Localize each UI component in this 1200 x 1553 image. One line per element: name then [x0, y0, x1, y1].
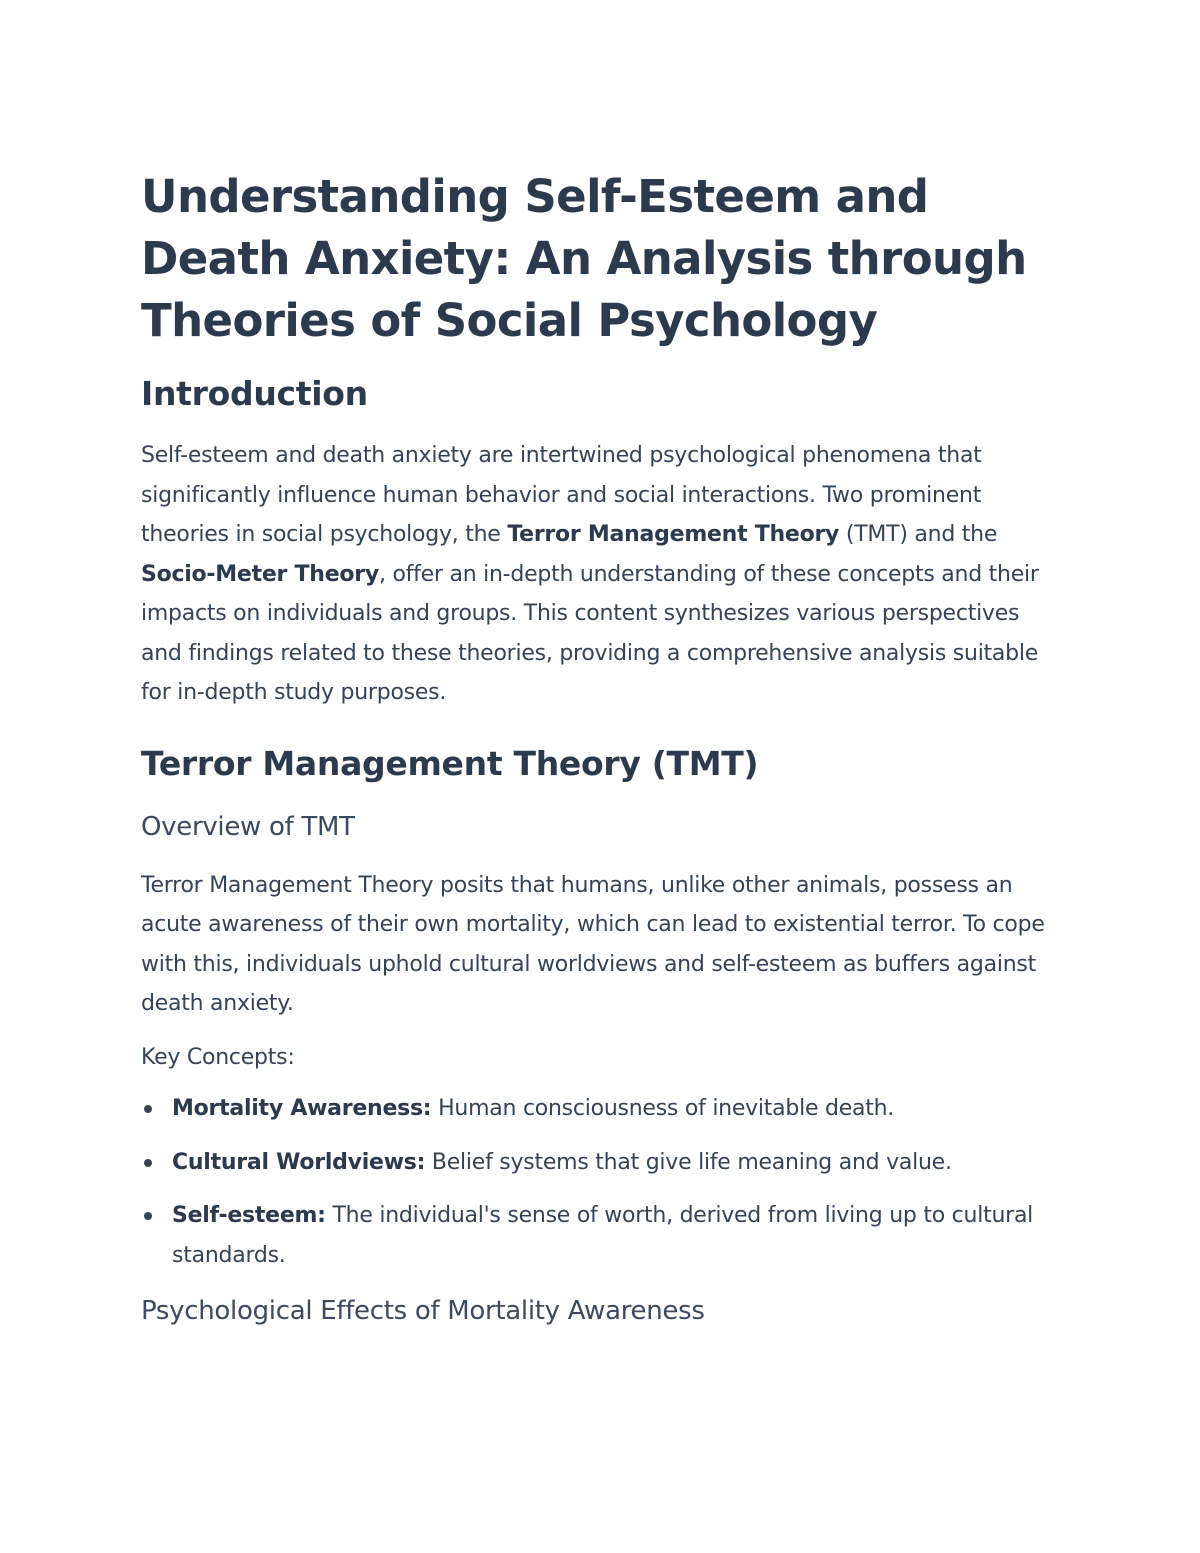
- concept-term: Mortality Awareness:: [172, 1096, 432, 1121]
- concept-desc: Human consciousness of inevitable death.: [431, 1096, 895, 1121]
- intro-bold-sociometer: Socio-Meter Theory: [141, 561, 379, 587]
- intro-bold-tmt: Terror Management Theory: [507, 522, 840, 547]
- intro-text-3: , offer an in-depth understanding of these concepts and their impacts on individuals and groups. This content synthesizes various perspectives and findings related to these theories, providing a comprehensive analysis suitable for in-depth study purposes.: [141, 561, 1039, 705]
- introduction-heading: Introduction: [141, 374, 368, 413]
- concept-term: Cultural Worldviews:: [172, 1149, 426, 1175]
- introduction-paragraph: [141, 436, 1061, 713]
- intro-text-2: (TMT) and the: [839, 522, 998, 547]
- concept-desc: The individual's sense of worth, derived from living up to cultural standards.: [172, 1203, 1034, 1268]
- key-concepts-list: [141, 1089, 1061, 1275]
- bullet-icon: [144, 1212, 152, 1220]
- tmt-heading: Terror Management Theory (TMT): [141, 743, 759, 783]
- bullet-icon: [144, 1159, 152, 1167]
- mortality-effects-heading: Psychological Effects of Mortality Awareness: [141, 1296, 705, 1326]
- list-item: [141, 1143, 1061, 1183]
- intro-text-1: Self-esteem and death anxiety are intertwined psychological phenomena that significantly influence human behavior and social interactions. Two prominent theories in social psychology, the: [141, 443, 982, 547]
- document-page: [141, 166, 1061, 1329]
- list-item: [141, 1196, 1061, 1275]
- bullet-icon: [144, 1105, 152, 1113]
- concept-term: Self-esteem:: [172, 1203, 326, 1228]
- document-title: Understanding Self-Esteem and Death Anxiety: An Analysis through Theories of Social Psychology: [141, 170, 1027, 347]
- key-concepts-label: Key Concepts:: [141, 1044, 295, 1070]
- concept-desc: Belief systems that give life meaning and value.: [425, 1149, 952, 1175]
- list-item: [141, 1089, 1061, 1129]
- tmt-overview-heading: Overview of TMT: [141, 811, 355, 842]
- tmt-overview-paragraph: Terror Management Theory posits that humans, unlike other animals, possess an acute awareness of their own mortality, which can lead to existential terror. To cope with this, individuals uphold cultural worldviews and self-esteem as buffers against death anxiety.: [141, 872, 1045, 1016]
